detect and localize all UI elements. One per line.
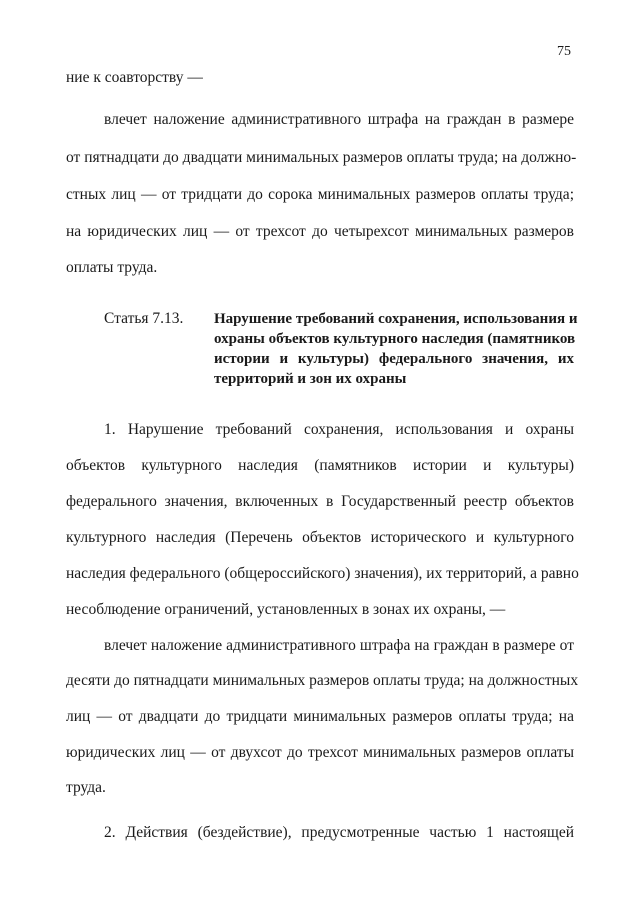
text-line: ние к соавторству — <box>66 69 203 86</box>
text-line: 1. Нарушение требований сохранения, использования и охраны <box>104 421 574 438</box>
article-title-line: истории и культуры) федерального значения, их <box>214 351 574 367</box>
article-label: Статья 7.13. <box>104 310 184 327</box>
article-title-line: территорий и зон их охраны <box>214 371 407 387</box>
text-line: стных лиц — от тридцати до сорока минимальных размеров оплаты труда; <box>66 186 574 203</box>
text-line: юридических лиц — от двухсот до трехсот минимальных размеров оплаты <box>66 744 574 761</box>
text-line: оплаты труда. <box>66 259 158 276</box>
article-title-line: охраны объектов культурного наследия (памятников <box>214 331 576 347</box>
text-line: культурного наследия (Перечень объектов исторического и культурного <box>66 529 574 546</box>
text-line: наследия федерального (общероссийского) значения), их территорий, а равно <box>66 565 579 582</box>
text-line: влечет наложение административного штрафа на граждан в размере <box>104 111 574 128</box>
text-line: 2. Действия (бездействие), предусмотренные частью 1 настоящей <box>104 824 574 841</box>
text-line: объектов культурного наследия (памятников истории и культуры) <box>66 457 574 474</box>
article-title-line: Нарушение требований сохранения, использования и <box>214 311 578 327</box>
text-line: влечет наложение административного штрафа на граждан в размере от <box>104 637 574 654</box>
text-line: лиц — от двадцати до тридцати минимальных размеров оплаты труда; на <box>66 708 574 725</box>
text-line: десяти до пятнадцати минимальных размеров оплаты труда; на должностных <box>66 672 579 689</box>
text-line: труда. <box>66 779 106 796</box>
text-line: от пятнадцати до двадцати минимальных размеров оплаты труда; на должно- <box>66 149 577 166</box>
text-line: несоблюдение ограничений, установленных в зонах их охраны, — <box>66 601 506 618</box>
text-line: федерального значения, включенных в Государственный реестр объектов <box>66 493 574 510</box>
text-line: на юридических лиц — от трехсот до четырехсот минимальных размеров <box>66 223 574 240</box>
page-number: 75 <box>557 44 571 59</box>
